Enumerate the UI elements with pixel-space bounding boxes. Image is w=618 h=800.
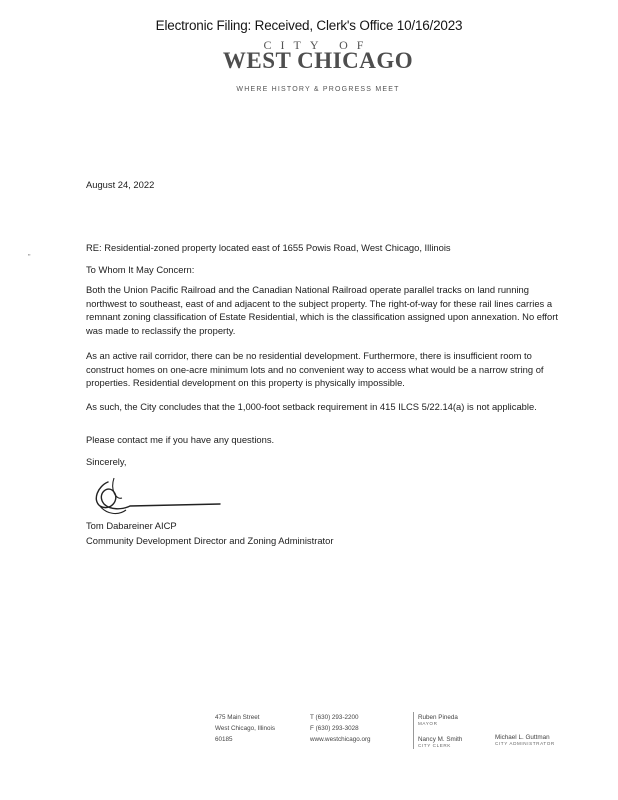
signer-title: Community Development Director and Zoning Administrator <box>86 535 334 546</box>
paragraph-setback: As such, the City concludes that the 1,000-foot setback requirement in 415 ILCS 5/22.14(a) is not applicable. <box>86 401 537 412</box>
paragraph-rail-lines: Both the Union Pacific Railroad and the Canadian National Railroad operate parallel tracks on land running northwest to southeast, east of and adjacent to the subject property. The right-of-way for these rail lines carries a remnant zoning classification of Estate Residential, which is the classification assigned upon annexation. No effort was made to reclassify the property. <box>86 284 558 337</box>
letter-date: August 24, 2022 <box>86 179 155 190</box>
paragraph-contact: Please contact me if you have any questions. <box>86 434 275 445</box>
mayor-role: MAYOR <box>418 721 438 726</box>
phone-number: T (630) 293-2200 <box>310 714 359 721</box>
salutation: To Whom It May Concern: <box>86 264 195 275</box>
admin-role: CITY ADMINISTRATOR <box>495 741 555 746</box>
mayor-name: Ruben Pineda <box>418 714 458 721</box>
footer-contact <box>310 712 405 745</box>
clerk-name: Nancy M. Smith <box>418 736 463 743</box>
signature <box>70 470 230 520</box>
footer-administrator <box>495 732 575 747</box>
logo-city-name: WEST CHICAGO <box>222 48 414 73</box>
fax-number: F (630) 293-3028 <box>310 725 359 732</box>
closing: Sincerely, <box>86 456 127 467</box>
signer-name: Tom Dabareiner AICP <box>86 520 177 531</box>
footer-address <box>215 712 295 745</box>
paragraph-rail-corridor: As an active rail corridor, there can be no residential development. Furthermore, there is insufficient room to construct homes on one-acre minimum lots and no convenient way to access what would be a narrow string of properties. Residential development on this property is physically impossible. <box>86 350 544 389</box>
address-street: 475 Main Street <box>215 714 260 721</box>
footer-officials <box>413 712 498 749</box>
logo-tagline: WHERE HISTORY & PROGRESS MEET <box>236 86 400 93</box>
website-link[interactable]: www.westchicago.org <box>310 736 371 743</box>
re-line: RE: Residential-zoned property located east of 1655 Powis Road, West Chicago, Illinois <box>86 242 451 253</box>
clerk-role: CITY CLERK <box>418 743 451 748</box>
address-zip: 60185 <box>215 736 233 743</box>
logo-city-of: CITY OF <box>263 38 373 52</box>
admin-name: Michael L. Guttman <box>495 734 550 741</box>
address-city: West Chicago, Illinois <box>215 725 276 732</box>
margin-mark: " <box>28 254 31 261</box>
filing-stamp: Electronic Filing: Received, Clerk's Office 10/16/2023 <box>155 18 463 33</box>
